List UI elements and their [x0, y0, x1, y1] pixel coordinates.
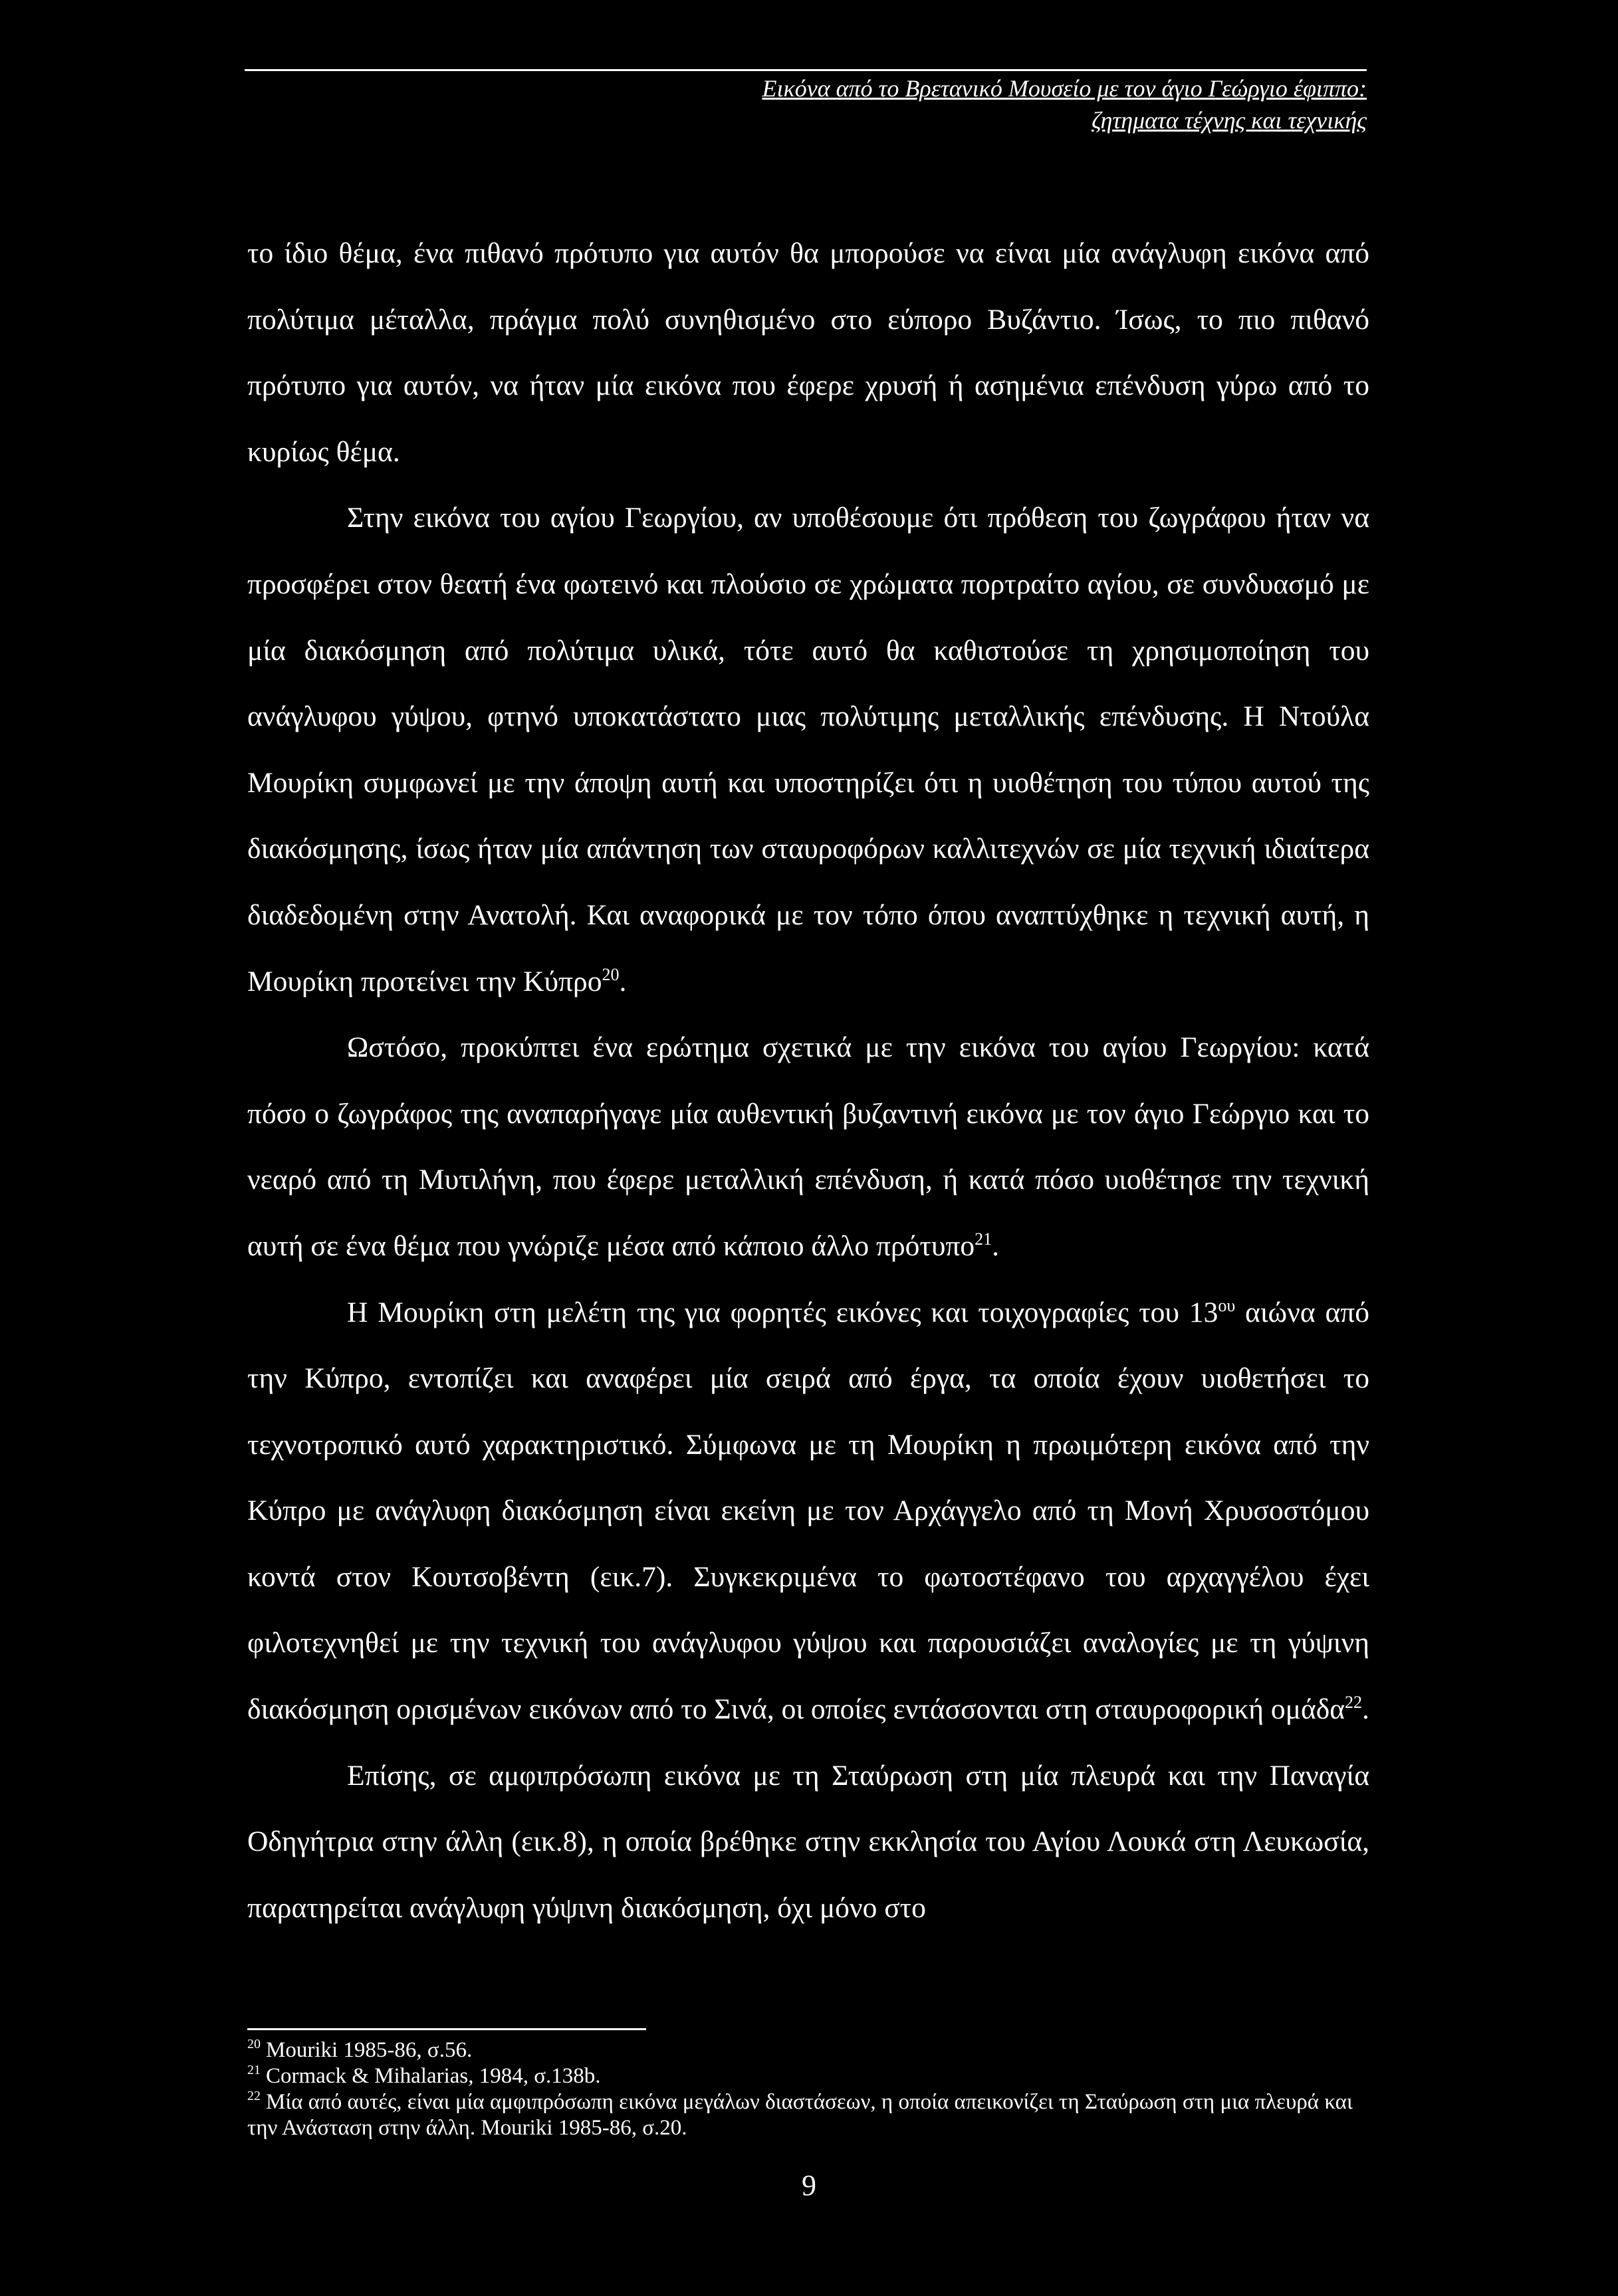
paragraph-3	[247, 1015, 1369, 1279]
running-header-line-2: ζητηματα τέχνης και τεχνικής	[1092, 107, 1367, 134]
century-ordinal: ου	[1218, 1295, 1236, 1315]
paragraph-4-end: .	[1362, 1693, 1369, 1726]
footnotes	[247, 2037, 1371, 2141]
running-header	[245, 69, 1367, 136]
footnote-20	[247, 2037, 1371, 2063]
paragraph-1	[247, 221, 1369, 485]
footnote-22	[247, 2089, 1371, 2141]
footnote-text: Cormack & Mihalarias, 1984, σ.138b.	[266, 2064, 601, 2088]
paragraph-4-tail: αιώνα από την Κύπρο, εντοπίζει και αναφέρει μία σειρά από έργα, τα οποία έχουν υιοθετήσει το τεχνοτροπικό αυτό χαρακτηριστικό. Σύμφωνα με τη Μουρίκη η πρωιμότερη εικόνα από την Κύπρο με ανάγλυφη διακόσμηση είναι εκείνη με τον Αρχάγγελο από τη Μονή Χρυσοστόμου κοντά στον Κουτσοβέντη (εικ.7). Συγκεκριμένα το φωτοστέφανο του αρχαγγέλου έχει φιλοτεχνηθεί με την τεχνική του ανάγλυφου γύψου και παρουσιάζει αναλογίες με τη γύψινη διακόσμηση ορισμένων εικόνων από το Σινά, οι οποίες εντάσσονται στη σταυροφορική ομάδα	[247, 1296, 1369, 1726]
footnote-ref-20[interactable]: 20	[602, 964, 620, 984]
footnote-text: Μία από αυτές, είναι μία αμφιπρόσωπη εικόνα μεγάλων διαστάσεων, η οποία απεικονίζει τη Σταύρωση στη μια πλευρά και την Ανάσταση στην άλλη. Mouriki 1985-86, σ.20.	[247, 2090, 1353, 2140]
paragraph-4-text: Η Μουρίκη στη μελέτη της για φορητές εικόνες και τοιχογραφίες του 13	[347, 1296, 1218, 1328]
paragraph-2-tail: .	[619, 965, 627, 997]
paragraph-2	[247, 485, 1369, 1015]
paragraph-1-text: το ίδιο θέμα, ένα πιθανό πρότυπο για αυτόν θα μπορούσε να είναι μία ανάγλυφη εικόνα από πολύτιμα μέταλλα, πράγμα πολύ συνηθισμένο στο εύπορο Βυζάντιο. Ίσως, το πιο πιθανό πρότυπο για αυτόν, να ήταν μία εικόνα που έφερε χρυσή ή ασημένια επένδυση γύρω από το κυρίως θέμα.	[247, 237, 1369, 468]
paragraph-2-text: Στην εικόνα του αγίου Γεωργίου, αν υποθέσουμε ότι πρόθεση του ζωγράφου ήταν να προσφέρει στον θεατή ένα φωτεινό και πλούσιο σε χρώματα πορτραίτο αγίου, σε συνδυασμό με μία διακόσμηση από πολύτιμα υλικά, τότε αυτό θα καθιστούσε τη χρησιμοποίηση του ανάγλυφου γύψου, φτηνό υποκατάστατο μιας πολύτιμης μεταλλικής επένδυσης. Η Ντούλα Μουρίκη συμφωνεί με την άποψη αυτή και υποστηρίζει ότι η υιοθέτηση του τύπου αυτού της διακόσμησης, ίσως ήταν μία απάντηση των σταυροφόρων καλλιτεχνών σε μία τεχνική ιδιαίτερα διαδεδομένη στην Ανατολή. Και αναφορικά με τον τόπο όπου αναπτύχθηκε η τεχνική αυτή, η Μουρίκη προτείνει την Κύπρο	[247, 502, 1369, 997]
footnote-ref-21[interactable]: 21	[975, 1229, 992, 1249]
paragraph-4	[247, 1280, 1369, 1743]
page-number: 9	[802, 2169, 816, 2202]
footnote-ref-22[interactable]: 22	[1345, 1693, 1363, 1713]
paragraph-3-text: Ωστόσο, προκύπτει ένα ερώτημα σχετικά με την εικόνα του αγίου Γεωργίου: κατά πόσο ο ζωγράφος της αναπαρήγαγε μία αυθεντική βυζαντινή εικόνα με τον άγιο Γεώργιο και το νεαρό από τη Μυτιλήνη, που έφερε μεταλλική επένδυση, ή κατά πόσο υιοθέτησε την τεχνική αυτή σε ένα θέμα που γνώριζε μέσα από κάποιο άλλο πρότυπο	[247, 1031, 1369, 1262]
paragraph-5-text: Επίσης, σε αμφιπρόσωπη εικόνα με τη Σταύρωση στη μία πλευρά και την Παναγία Οδηγήτρια στην άλλη (εικ.8), η οποία βρέθηκε στην εκκλησία του Αγίου Λουκά στη Λευκωσία, παρατηρείται ανάγλυφη γύψινη διακόσμηση, όχι μόνο στο	[247, 1759, 1369, 1924]
footnote-separator	[247, 2028, 646, 2030]
paragraph-3-tail: .	[992, 1229, 1000, 1262]
paragraph-5	[247, 1743, 1369, 1942]
running-header-line-1: Εικόνα από το Βρετανικό Μουσείο με τον άγιο Γεώργιο έφιππο:	[762, 75, 1367, 102]
footnote-number: 22	[247, 2089, 261, 2103]
footnote-21	[247, 2063, 1371, 2089]
footnote-number: 21	[247, 2063, 261, 2077]
footnote-text: Mouriki 1985-86, σ.56.	[266, 2038, 473, 2062]
footnote-number: 20	[247, 2037, 261, 2051]
body-text	[247, 221, 1369, 1941]
